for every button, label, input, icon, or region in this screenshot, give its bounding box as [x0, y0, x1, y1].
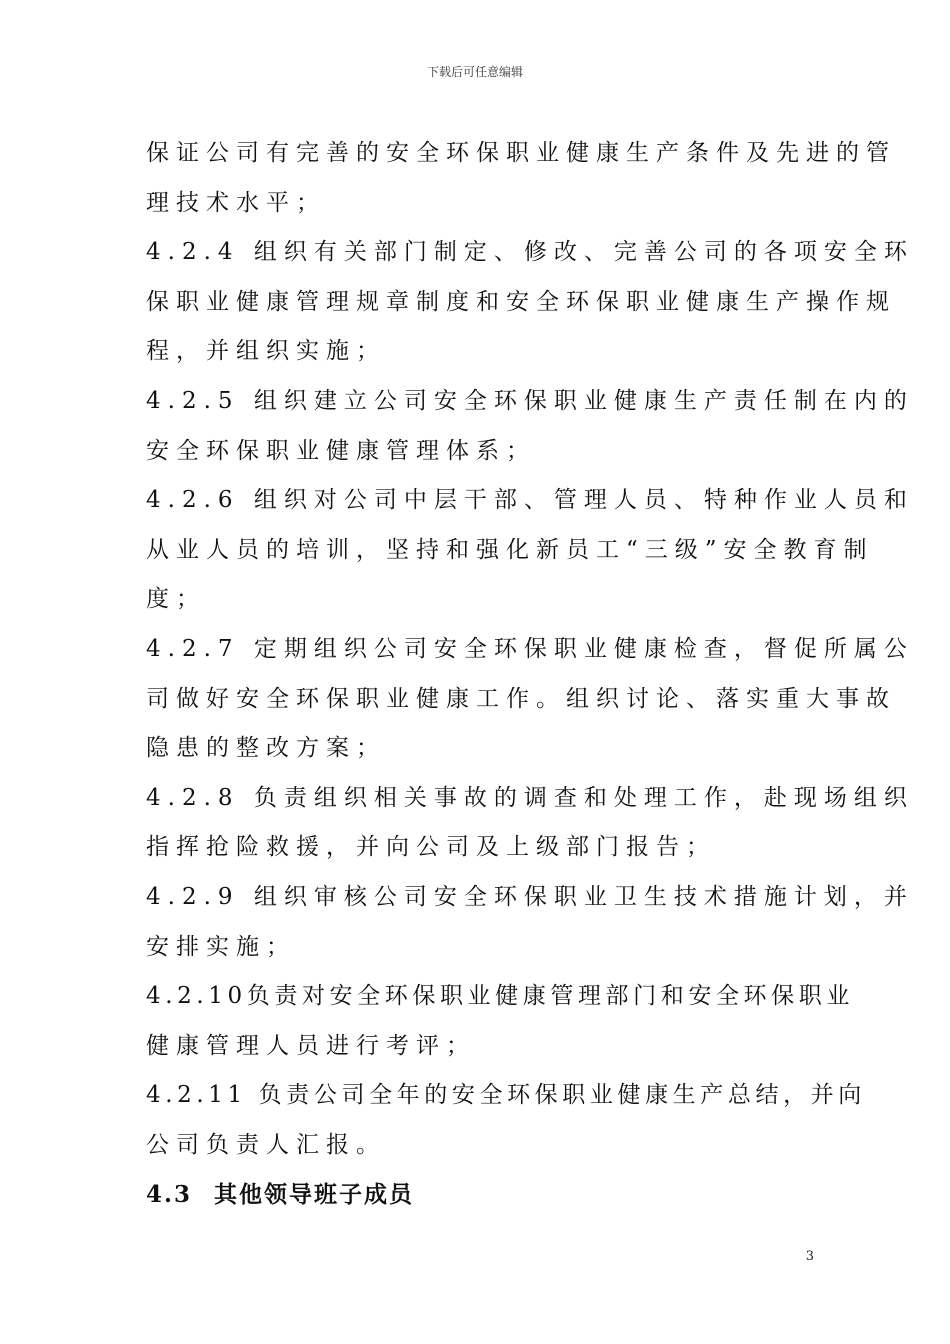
text-line: 保职业健康管理规章制度和安全环保职业健康生产操作规 [146, 288, 896, 315]
document-body [146, 129, 914, 1170]
text-line: 安全环保职业健康管理体系； [146, 437, 536, 464]
page-header: 下载后可任意编辑 [426, 65, 523, 79]
section-heading [146, 1173, 414, 1217]
text-line: 安排实施； [146, 933, 296, 960]
section-title: 其他领导班子成员 [214, 1181, 415, 1208]
section-number: 4.3 [146, 1181, 193, 1208]
text-line: 从业人员的培训，坚持和强化新员工“三级”安全教育制 [146, 536, 874, 563]
text-line: 隐患的整改方案； [146, 735, 386, 762]
text-line: 4.2.9 组织审核公司安全环保职业卫生技术措施计划，并 [146, 883, 914, 910]
text-line: 4.2.5 组织建立公司安全环保职业健康生产责任制在内的 [146, 387, 914, 414]
text-line: 司做好安全环保职业健康工作。组织讨论、落实重大事故 [146, 685, 896, 712]
text-line: 健康管理人员进行考评； [146, 1032, 476, 1059]
text-line: 度； [146, 586, 206, 613]
text-line: 4.2.10负责对安全环保职业健康管理部门和安全环保职业 [146, 983, 854, 1010]
text-line: 4.2.6 组织对公司中层干部、管理人员、特种作业人员和 [146, 487, 914, 514]
text-line: 理技术水平； [146, 189, 326, 216]
text-line: 程，并组织实施； [146, 338, 386, 365]
text-line: 保证公司有完善的安全环保职业健康生产条件及先进的管 [146, 140, 896, 166]
text-line: 公司负责人汇报。 [146, 1131, 386, 1158]
page-number: 3 [805, 1249, 814, 1264]
text-line: 指挥抢险救援，并向公司及上级部门报告； [146, 834, 716, 861]
text-line: 4.2.11 负责公司全年的安全环保职业健康生产总结，并向 [146, 1082, 866, 1109]
text-line: 4.2.7 定期组织公司安全环保职业健康检查，督促所属公 [146, 635, 914, 662]
text-line: 4.2.4 组织有关部门制定、修改、完善公司的各项安全环 [146, 239, 914, 266]
text-line: 4.2.8 负责组织相关事故的调查和处理工作，赴现场组织 [146, 784, 914, 811]
